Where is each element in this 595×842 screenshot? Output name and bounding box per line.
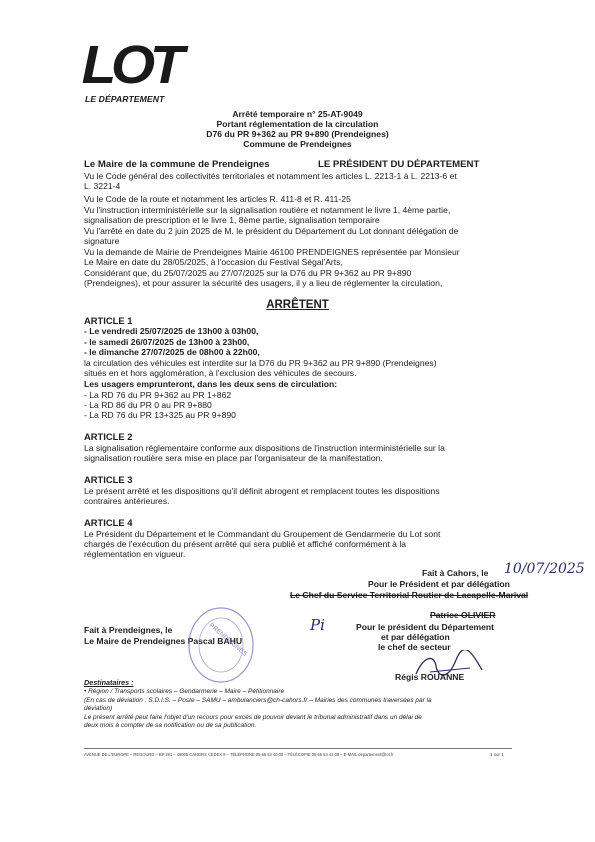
article-4-text: chargés de l'exécution du présent arrêté qui sera publié et affiché conformément à la [84, 539, 407, 549]
consideration-line: Vu le Code général des collectivités territoriales et notamment les articles L. 2213-1 à L. 2213-6 et [84, 171, 457, 181]
article-1-date: - le samedi 26/07/2025 de 13h00 à 23h00, [84, 337, 250, 347]
mayor-stamp-text: PRENDEIGNES [207, 622, 249, 658]
logo-word: LOT [81, 35, 180, 95]
article-1-text: situés en et hors agglomération, à l'exclusion des véhicules de secours. [84, 368, 357, 378]
consideration-line: (Prendeignes), et pour assurer la sécurité des usagers, il y a lieu de réglementer la circulation, [84, 278, 443, 288]
decree-number: Arrêté temporaire n° 25-AT-9049 [232, 109, 363, 119]
signer-name: Régis ROUANNE [395, 672, 465, 682]
signature-place: Fait à Cahors, le [422, 568, 489, 578]
signature-service: Le Chef du Service Territorial Routier de Lacapelle-Marival [290, 590, 529, 600]
article-1-route: - La RD 76 du PR 13+325 au PR 9+890 [84, 410, 236, 420]
consideration-line: Considérant que, du 25/07/2025 au 27/07/2025 sur la D76 du PR 9+362 au PR 9+890 [84, 268, 412, 278]
signature-delegation-stamp: Pour le président du Département [356, 622, 495, 632]
article-1-date: - Le vendredi 25/07/2025 de 13h00 à 03h00, [84, 326, 259, 336]
article-3-text: contraires antérieures. [84, 496, 170, 506]
consideration-line: L. 3221-4 [84, 181, 121, 191]
footer-address: AVENUE DE L'EUROPE – REGOURD – BP 291 – 46005 CAHORS CEDEX 9 – TÉLÉPHONE 05 65 53 40 00 – TÉLÉCOPIE 05 65 53 41 09 – E-MAIL departement@lot.fr [84, 752, 394, 757]
article-2-title: ARTICLE 2 [84, 431, 133, 442]
article-1-date: - le dimanche 27/07/2025 de 08h00 à 22h00, [84, 347, 260, 357]
arretent-heading: ARRÊTENT [266, 299, 329, 311]
consideration-line: Vu le Code de la route et notamment les articles R. 411-8 et R. 411-25 [84, 194, 351, 204]
mayor-signature-place: Fait à Prendeignes, le [84, 625, 173, 635]
article-4-text: Le Président du Département et le Commandant du Groupement de Gendarmerie du Lot sont [84, 529, 441, 539]
footer-page: 1 sur 1 [490, 752, 504, 757]
recipients-line: déviation) [84, 705, 113, 712]
article-1-users-title: Les usagers emprunteront, dans les deux sens de circulation: [84, 379, 338, 389]
signature-delegation: Pour le Président et par délégation [368, 579, 510, 589]
recipients-line: (En cas de déviation : S.D.I.S. – Poste – SAMU – ambulanciers@ch-cahors.fr – Mairies des communes traversées par la [84, 697, 432, 704]
decree-commune: Commune de Prendeignes [243, 139, 352, 149]
article-1-route: - La RD 86 du PR 0 au PR 9+880 [84, 400, 212, 410]
article-2-text: signalisation routière sera mise en place par l'organisateur de la manifestation. [84, 453, 383, 463]
article-1-route: - La RD 76 du PR 9+362 au PR 1+862 [84, 390, 232, 400]
mayor-signature-name: Le Maire de Prendeignes Pascal BAHU [84, 636, 243, 646]
consideration-line: signature [84, 236, 120, 246]
recipients-title: Destinataires : [84, 678, 134, 687]
consideration-line: Le Maire en date du 28/05/2025, à l'occasion du Festival Ségal'Arts, [84, 257, 343, 267]
recipients-line: Le présent arrêté peut faire l'objet d'un recours pour excès de pouvoir devant le tribunal administratif dans un délai de [84, 714, 422, 721]
consideration-line: Vu la demande de Mairie de Prendeignes Mairie 46100 PRENDEIGNES représentée par Monsieur [84, 247, 460, 257]
signature-delegation-stamp: le chef de secteur [378, 642, 451, 652]
article-3-text: Le présent arrêté et les dispositions qu'il définit abrogent et remplacent toutes les dispositions [84, 486, 440, 496]
recipients-line: • Région / Transports scolaires – Gendarmerie – Maire – Pétitionnaire [84, 688, 285, 695]
decree-road: D76 du PR 9+362 au PR 9+890 (Prendeignes) [206, 129, 389, 139]
article-4-text: réglementation en vigueur. [84, 549, 186, 559]
article-2-text: La signalisation réglementaire conforme aux dispositions de l'instruction interministérielle sur la [84, 443, 445, 453]
article-4-title: ARTICLE 4 [84, 517, 133, 528]
signature-delegation-stamp: et par délégation [381, 632, 450, 642]
article-1-text: la circulation des véhicules est interdite sur la D76 du PR 9+362 au PR 9+890 (Prendeignes) [84, 358, 437, 368]
signature-date-handwritten: 10/07/2025 [504, 561, 585, 577]
article-3-title: ARTICLE 3 [84, 474, 133, 485]
mayor-stamp [186, 605, 256, 685]
party-president: LE PRÉSIDENT DU DÉPARTEMENT [318, 159, 480, 170]
footer-rule [84, 748, 512, 749]
logo-tagline: LE DÉPARTEMENT [85, 94, 165, 104]
article-1-title: ARTICLE 1 [84, 315, 133, 326]
signature-name-struck: Patrice OLIVIER [430, 610, 496, 620]
consideration-line: signalisation de prescription et le livre 1, 8ème partie, signalisation temporaire [84, 215, 380, 225]
party-mayor: Le Maire de la commune de Prendeignes [84, 159, 270, 170]
consideration-line: Vu l'arrêté en date du 2 juin 2025 de M. le président du Département du Lot donnant délégation de [84, 226, 459, 236]
consideration-line: Vu l'instruction interministérielle sur la signalisation routière et notamment le livre 1, 4ème partie, [84, 205, 451, 215]
mayor-initials: Pi [310, 616, 325, 634]
recipients-line: deux mois à compter de sa notification ou de sa publication. [84, 722, 257, 729]
department-logo [81, 35, 180, 112]
decree-subject: Portant réglementation de la circulation [216, 119, 379, 129]
